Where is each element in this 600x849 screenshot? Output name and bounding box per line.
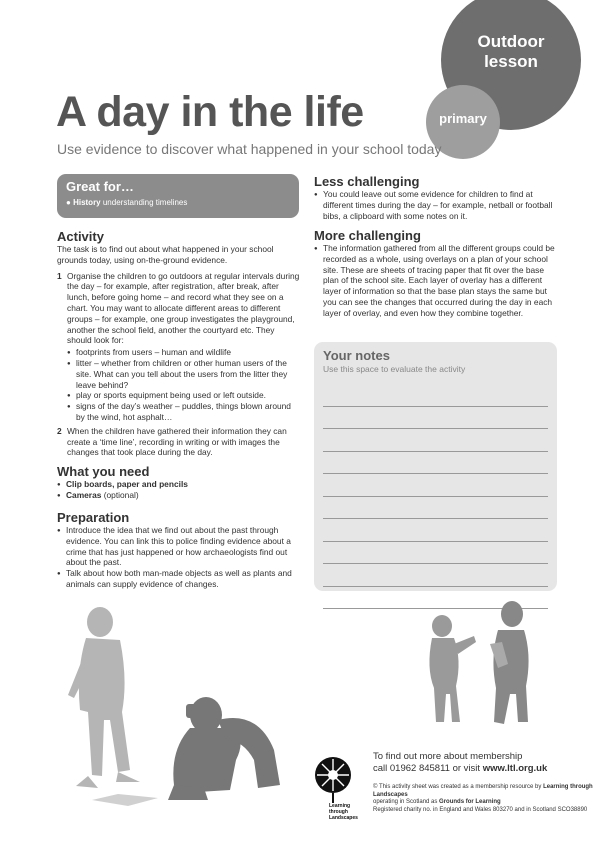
children-photo-left (58, 600, 288, 820)
list-item: ● litter – whether from children or other human users of the site. What can you tell about the users from the litter they leave behind? (67, 358, 300, 390)
phone-text: call 01962 845811 or visit (373, 763, 483, 774)
list-item: ● You could leave out some evidence for children to find at different times during the day – for example, netball or football bibs, a clipboard with some notes on it. (314, 189, 559, 221)
list-item (57, 479, 300, 490)
notes-hint: Use this space to evaluate the activity (323, 364, 466, 374)
legal-line (373, 799, 600, 807)
activity-intro: The task is to find out about what happened in your school grounds today, using on-the-ground evidence. (57, 244, 274, 265)
note-line[interactable] (323, 519, 548, 542)
page-subtitle: Use evidence to discover what happened in your school today (57, 141, 442, 157)
great-for-line (66, 198, 290, 207)
great-for-box (57, 174, 299, 218)
less-section (314, 174, 559, 221)
list-item: ● footprints from users – human and wildlife (67, 347, 300, 358)
activity-step (57, 271, 300, 423)
legal-line (373, 784, 600, 799)
activity-section (57, 229, 300, 461)
ltl-logo (311, 751, 365, 821)
legal-line: Registered charity no. in England and Wales 803270 and in Scotland SCO38890 (373, 806, 588, 813)
less-list (314, 189, 559, 221)
membership-info (373, 751, 547, 775)
notes-box (314, 342, 557, 591)
great-for-heading: Great for… (66, 179, 134, 194)
logo-word: Learning (329, 803, 351, 809)
activity-steps (57, 271, 300, 459)
legal-text (373, 784, 600, 814)
more-section (314, 228, 559, 319)
notes-lines[interactable] (323, 384, 548, 609)
list-item: ● Introduce the idea that we find out about the past through evidence. You can link this to police finding evidence about a crime that has just happened or how archaeologists find out about the past. (57, 525, 300, 568)
prep-list (57, 525, 300, 590)
item-bold: Cameras (66, 489, 102, 500)
legal-pre: © This activity sheet was created as a membership resource by (373, 784, 544, 790)
bullet-icon: ● (66, 198, 74, 207)
children-photo-right (420, 598, 540, 730)
more-list (314, 243, 559, 319)
need-section (57, 464, 300, 501)
notes-heading: Your notes (323, 348, 390, 363)
note-line[interactable] (323, 429, 548, 452)
list-item (57, 490, 300, 501)
legal-pre: operating in Scotland as (373, 799, 440, 806)
logo-word: through (329, 809, 348, 815)
look-for-list (67, 347, 300, 423)
note-line[interactable] (323, 474, 548, 497)
step-number: 1 (57, 270, 62, 281)
note-line[interactable] (323, 497, 548, 520)
logo-word: Landscapes (329, 815, 358, 821)
page-title: A day in the life (56, 88, 364, 136)
need-heading: What you need (57, 464, 150, 479)
membership-line2 (373, 763, 547, 775)
item-bold: Clip boards, paper and pencils (66, 479, 188, 489)
great-for-subject: History (73, 198, 101, 207)
note-line[interactable] (323, 564, 548, 587)
note-line[interactable] (323, 452, 548, 475)
activity-heading: Activity (57, 229, 104, 244)
item-rest: (optional) (101, 489, 139, 500)
ltl-name: Learning through Landscapes (373, 784, 593, 798)
step-text: Organise the children to go outdoors at regular intervals during the day – for example, after registration, after break, after lunch, before going home – and record what they see on a chart. You may want to allocate different areas to different groups – for example, one group investigates the playground, another the school field, another the courtyard etc. They should look for: (67, 270, 300, 346)
less-heading: Less challenging (314, 174, 420, 189)
membership-line1: To find out more about membership (373, 751, 523, 762)
more-heading: More challenging (314, 228, 421, 243)
list-item: ● Talk about how both man-made objects as well as plants and animals can supply evidence of changes. (57, 568, 300, 590)
list-item: ● signs of the day’s weather – puddles, things blown around by the wind, hot asphalt… (67, 401, 300, 423)
step-text: When the children have gathered their information they can create a ‘time line’, recording in writing or with images the changes that took place during the day. (67, 425, 287, 458)
step-number: 2 (57, 425, 62, 436)
prep-section (57, 510, 300, 590)
gfl-name: Grounds for Learning (439, 799, 501, 806)
activity-step (57, 426, 300, 458)
note-line[interactable] (323, 407, 548, 430)
great-for-text: understanding timelines (102, 198, 188, 207)
website-link[interactable]: www.ltl.org.uk (482, 763, 548, 774)
note-line[interactable] (323, 384, 548, 407)
need-list (57, 479, 300, 501)
outdoor-lesson-label: Outdoor lesson (477, 32, 545, 71)
list-item: ● play or sports equipment being used or left outside. (67, 390, 300, 401)
note-line[interactable] (323, 542, 548, 565)
level-label: primary (439, 111, 487, 126)
prep-heading: Preparation (57, 510, 130, 525)
list-item: ● The information gathered from all the different groups could be recorded as a whole, using overlays on a plan of your school site. These are sheets of tracing paper that fit over the base plan of the school site. Each layer of overlay has a different layer of information so that the base plan stays the same but you can see the changes that occurred during the day in each layer of overlay, and even how they combine together. (314, 243, 559, 319)
